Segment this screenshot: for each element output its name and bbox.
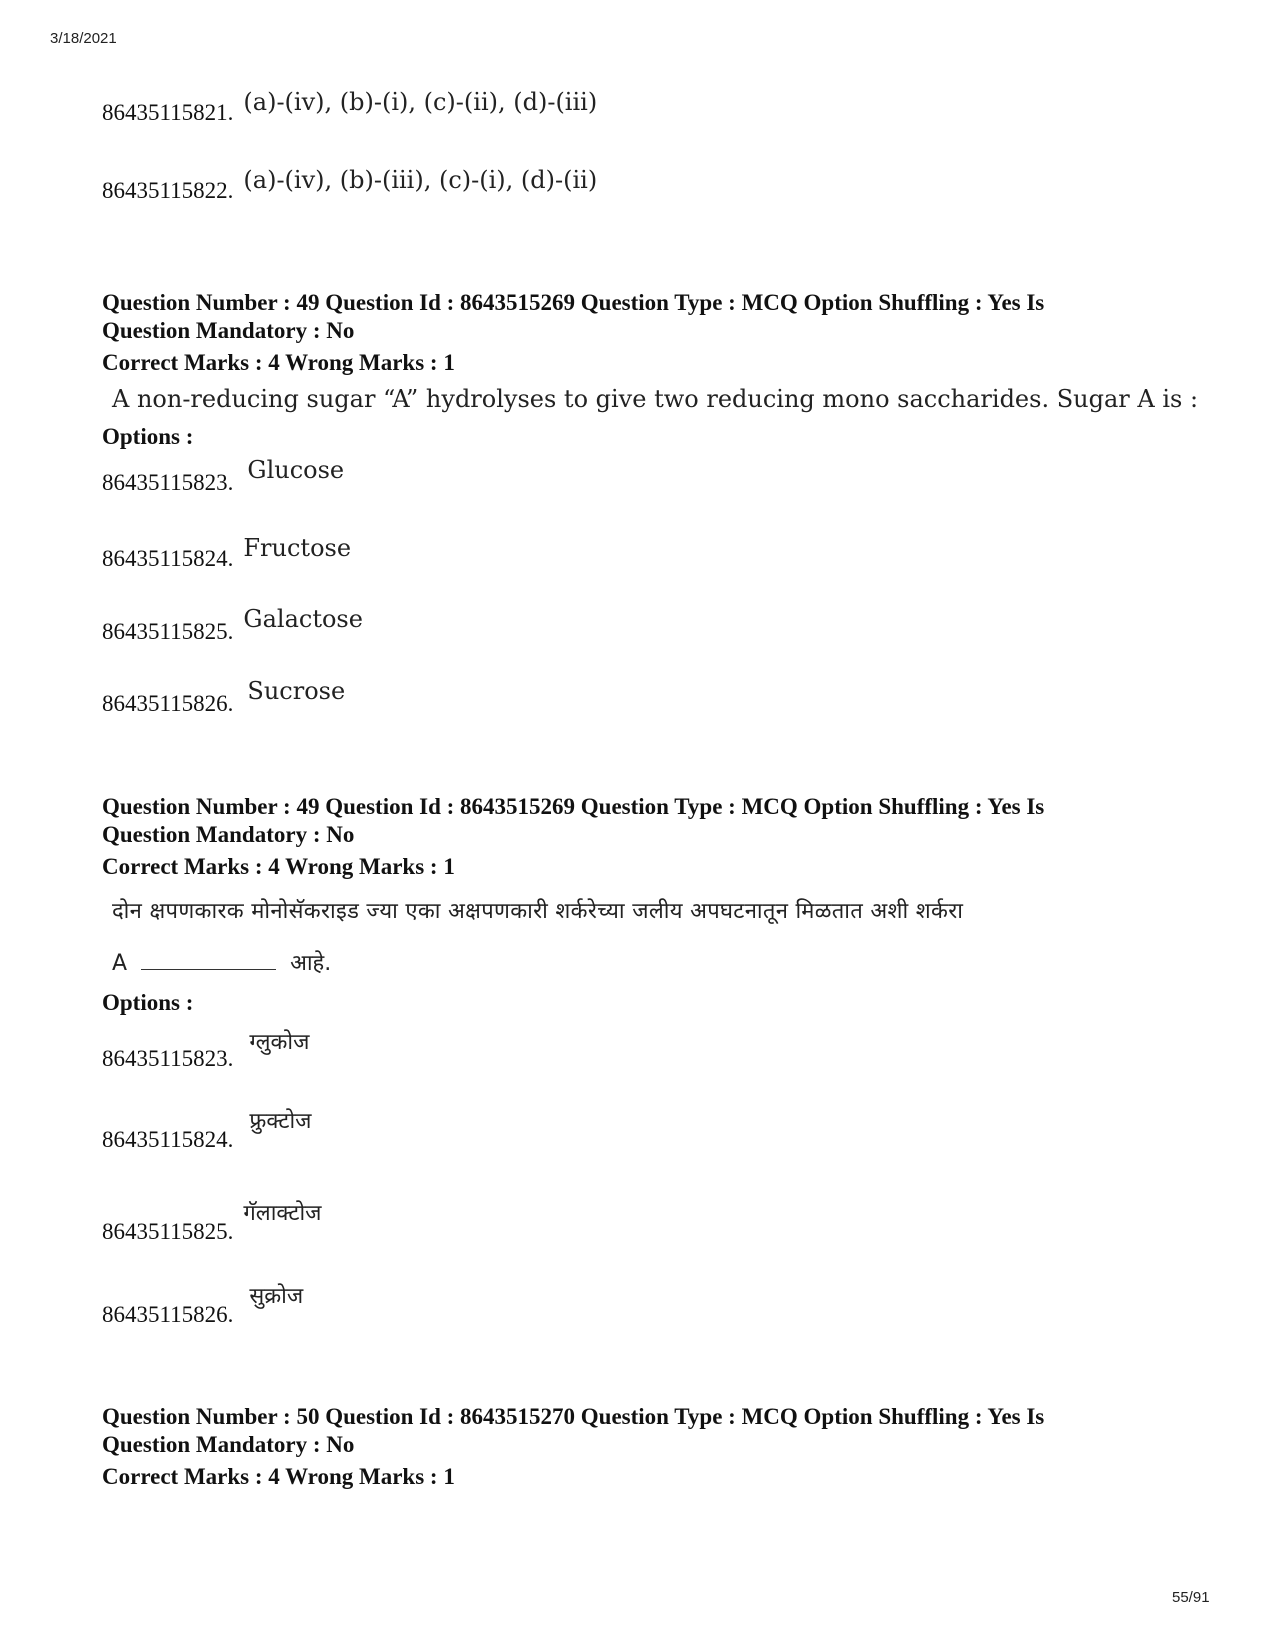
question-marks: Correct Marks : 4 Wrong Marks : 1 (102, 350, 455, 375)
stem-letter: A (112, 951, 128, 976)
option-text: Glucose (247, 456, 345, 484)
print-date: 3/18/2021 (50, 30, 117, 47)
option-text: Galactose (243, 605, 363, 633)
option-number: 86435115821. (102, 100, 234, 125)
option-number: 86435115826. (102, 691, 234, 716)
option-number: 86435115823. (102, 470, 234, 495)
question-stem: A non-reducing sugar “A” hydrolyses to give two reducing mono saccharides. Sugar A is : (112, 385, 1199, 413)
option-number: 86435115826. (102, 1302, 234, 1327)
option-number: 86435115825. (102, 1219, 234, 1244)
question-mandatory-line: Question Mandatory : No (102, 1432, 355, 1457)
option-text: (a)-(iv), (b)-(i), (c)-(ii), (d)-(iii) (243, 88, 598, 116)
option-text: गॅलाक्टोज (243, 1201, 322, 1226)
page-number: 55/91 (1172, 1589, 1210, 1606)
option-row (102, 166, 598, 203)
option-number: 86435115825. (102, 619, 234, 644)
option-text: Sucrose (247, 677, 346, 705)
question-stem-line-1: दोन क्षपणकारक मोनोसॅकराइड ज्या एका अक्षपणकारी शर्करेच्या जलीय अपघटनातून मिळतात अशी शर्करा (112, 899, 964, 924)
option-text: ग्लुकोज (249, 1030, 310, 1055)
option-text: Fructose (243, 534, 352, 562)
option-text: (a)-(iv), (b)-(iii), (c)-(i), (d)-(ii) (243, 166, 598, 194)
option-row (102, 534, 352, 571)
option-row (102, 1109, 312, 1152)
options-label: Options : (102, 424, 194, 449)
option-row (102, 1030, 310, 1071)
option-row (102, 677, 346, 716)
option-row (102, 88, 598, 125)
option-text: सुक्रोज (249, 1284, 304, 1309)
option-text: फ्रुक्टोज (249, 1109, 312, 1134)
options-label: Options : (102, 990, 194, 1015)
option-number: 86435115823. (102, 1046, 234, 1071)
question-header (102, 793, 1182, 881)
question-header (102, 1403, 1182, 1491)
option-number: 86435115824. (102, 1127, 234, 1152)
question-header (102, 289, 1182, 377)
stem-suffix: आहे. (290, 951, 332, 976)
question-meta-line: Question Number : 49 Question Id : 8643515269 Question Type : MCQ Option Shuffling : Yes Is (102, 290, 1045, 315)
option-number: 86435115824. (102, 546, 234, 571)
answer-blank (141, 951, 276, 970)
question-marks: Correct Marks : 4 Wrong Marks : 1 (102, 854, 455, 879)
question-meta-line: Question Number : 50 Question Id : 8643515270 Question Type : MCQ Option Shuffling : Yes Is (102, 1404, 1045, 1429)
option-row (102, 1284, 304, 1327)
option-row (102, 605, 363, 644)
question-marks: Correct Marks : 4 Wrong Marks : 1 (102, 1464, 455, 1489)
option-number: 86435115822. (102, 178, 234, 203)
question-meta-line: Question Number : 49 Question Id : 8643515269 Question Type : MCQ Option Shuffling : Yes Is (102, 794, 1045, 819)
question-mandatory-line: Question Mandatory : No (102, 822, 355, 847)
question-stem-line-2 (112, 947, 331, 977)
option-row (102, 1201, 322, 1244)
option-row (102, 456, 345, 495)
question-mandatory-line: Question Mandatory : No (102, 318, 355, 343)
